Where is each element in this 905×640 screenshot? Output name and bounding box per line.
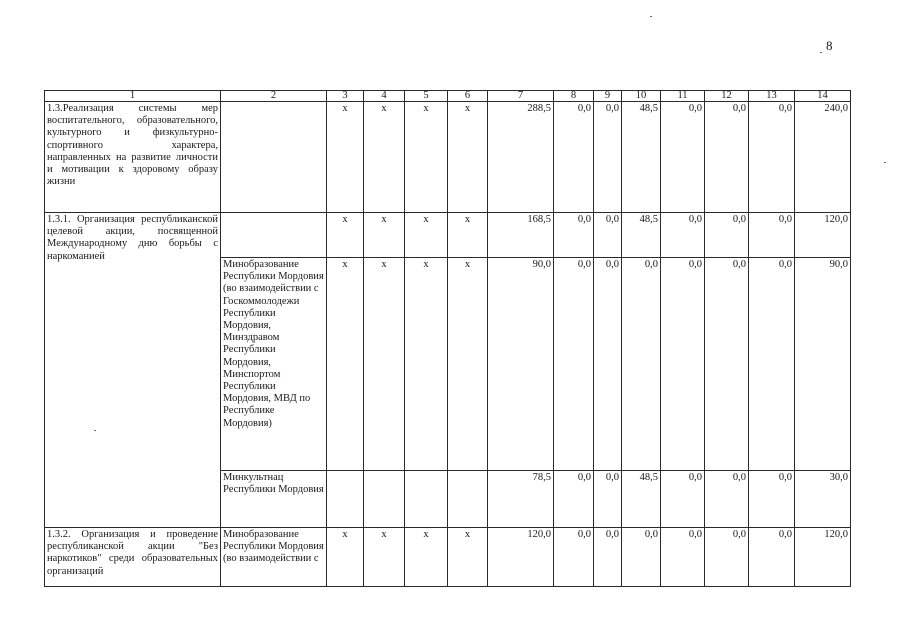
- header-cell: 13: [749, 91, 795, 102]
- value-cell: [327, 471, 364, 528]
- value-cell: 0,0: [749, 258, 795, 471]
- executor-cell: Минкультнац Республики Мордовия: [221, 471, 327, 528]
- executor-cell: Минобразование Республики Мордовия (во взаимодействии с: [221, 528, 327, 587]
- value-cell: 0,0: [749, 213, 795, 258]
- value-cell: 288,5: [488, 102, 554, 213]
- value-cell: 0,0: [622, 258, 661, 471]
- value-cell: 168,5: [488, 213, 554, 258]
- value-cell: 0,0: [749, 471, 795, 528]
- scan-speck: [820, 52, 822, 53]
- scan-speck: [94, 430, 96, 431]
- value-cell: 0,0: [749, 102, 795, 213]
- value-cell: 30,0: [795, 471, 851, 528]
- value-cell: 48,5: [622, 213, 661, 258]
- value-cell: 0,0: [554, 528, 594, 587]
- value-cell: 78,5: [488, 471, 554, 528]
- header-cell: 5: [405, 91, 448, 102]
- header-cell: 12: [705, 91, 749, 102]
- header-cell: 2: [221, 91, 327, 102]
- value-cell: 0,0: [554, 102, 594, 213]
- value-cell: х: [327, 528, 364, 587]
- table-row: [45, 528, 851, 587]
- value-cell: х: [405, 258, 448, 471]
- measure-cell: 1.3.Реализация системы мер воспитательного, образовательного, культурного и физкультурно-спортивного характера, направленных на развитие личности и мотивации к здоровому образу жизни: [45, 102, 221, 213]
- value-cell: 0,0: [705, 471, 749, 528]
- program-table: [44, 90, 851, 587]
- value-cell: х: [364, 102, 405, 213]
- value-cell: х: [327, 213, 364, 258]
- header-cell: 7: [488, 91, 554, 102]
- value-cell: 0,0: [661, 528, 705, 587]
- value-cell: 0,0: [554, 258, 594, 471]
- value-cell: 0,0: [554, 471, 594, 528]
- value-cell: 120,0: [488, 528, 554, 587]
- value-cell: х: [327, 258, 364, 471]
- value-cell: 120,0: [795, 528, 851, 587]
- header-cell: 11: [661, 91, 705, 102]
- header-cell: 3: [327, 91, 364, 102]
- value-cell: 0,0: [705, 528, 749, 587]
- value-cell: х: [448, 213, 488, 258]
- value-cell: 240,0: [795, 102, 851, 213]
- value-cell: 0,0: [594, 471, 622, 528]
- value-cell: х: [364, 258, 405, 471]
- value-cell: 120,0: [795, 213, 851, 258]
- header-cell: 8: [554, 91, 594, 102]
- value-cell: х: [364, 213, 405, 258]
- value-cell: 0,0: [661, 471, 705, 528]
- value-cell: 0,0: [705, 258, 749, 471]
- value-cell: [405, 471, 448, 528]
- value-cell: х: [405, 102, 448, 213]
- measure-cell: 1.3.1. Организация республиканской целевой акции, посвященной Международному дню борьбы с наркоманией: [45, 213, 221, 528]
- header-cell: 6: [448, 91, 488, 102]
- header-cell: 10: [622, 91, 661, 102]
- value-cell: х: [448, 102, 488, 213]
- value-cell: х: [448, 258, 488, 471]
- value-cell: 90,0: [795, 258, 851, 471]
- value-cell: х: [327, 102, 364, 213]
- value-cell: 0,0: [594, 258, 622, 471]
- value-cell: х: [405, 213, 448, 258]
- value-cell: 0,0: [705, 213, 749, 258]
- measure-cell: 1.3.2. Организация и проведение республиканской акции "Без наркотиков" среди образовательных организаций: [45, 528, 221, 587]
- value-cell: 0,0: [594, 102, 622, 213]
- value-cell: 48,5: [622, 471, 661, 528]
- value-cell: [364, 471, 405, 528]
- value-cell: 90,0: [488, 258, 554, 471]
- value-cell: 0,0: [749, 528, 795, 587]
- executor-cell: [221, 102, 327, 213]
- value-cell: х: [448, 528, 488, 587]
- value-cell: 0,0: [594, 528, 622, 587]
- value-cell: 0,0: [554, 213, 594, 258]
- header-cell: 1: [45, 91, 221, 102]
- value-cell: 0,0: [661, 213, 705, 258]
- table-row: [45, 102, 851, 213]
- executor-cell: [221, 213, 327, 258]
- header-cell: 9: [594, 91, 622, 102]
- value-cell: 0,0: [661, 102, 705, 213]
- value-cell: 0,0: [594, 213, 622, 258]
- scan-speck: [650, 16, 652, 17]
- value-cell: 0,0: [622, 528, 661, 587]
- value-cell: 48,5: [622, 102, 661, 213]
- executor-cell: Минобразование Республики Мордовия (во взаимодействии с Госкоммолодежи Республики Мордовия, Минздравом Республики Мордовия, Минспортом Республики Мордовия, МВД по Республике Мордовия): [221, 258, 327, 471]
- header-cell: 14: [795, 91, 851, 102]
- header-row: [45, 91, 851, 102]
- value-cell: [448, 471, 488, 528]
- value-cell: х: [364, 528, 405, 587]
- table-row: [45, 213, 851, 258]
- value-cell: х: [405, 528, 448, 587]
- value-cell: 0,0: [705, 102, 749, 213]
- value-cell: 0,0: [661, 258, 705, 471]
- scan-speck: [884, 162, 886, 163]
- page-number: 8: [826, 38, 833, 53]
- header-cell: 4: [364, 91, 405, 102]
